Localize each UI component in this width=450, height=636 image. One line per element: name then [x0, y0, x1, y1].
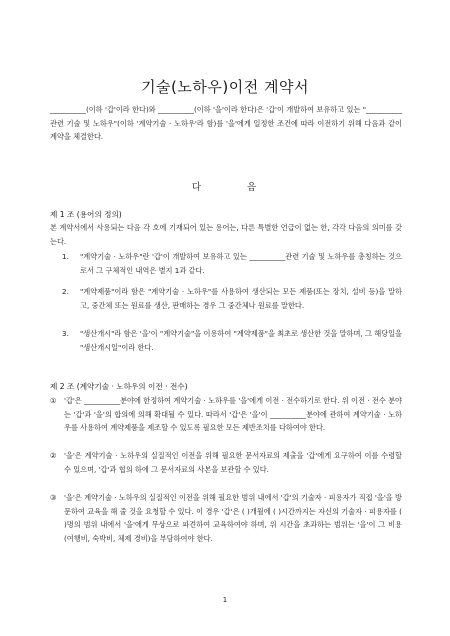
item-number: 3. [62, 329, 69, 338]
section-heading [0, 179, 450, 193]
item-text: "계약기술 · 노하우"란 '갑'이 개발하여 보유하고 있는 __________관련 기술 및 노하우를 총칭하는 것으로서 그 구체적인 내역은 별지 1과 같다. [80, 252, 402, 275]
article-1-title: 제 1 조 (용어의 정의) [50, 210, 122, 219]
article-2-item-1 [50, 394, 402, 435]
heading-right: 음 [247, 182, 259, 193]
heading-left: 다 [191, 182, 203, 193]
item-text: '갑'은 __________분야에 한정하여 계약기술 · 노하우를 '을'에게 이전 · 전수하기로 한다. 위 이전 · 전수 분야는 '갑'과 '을'의 합의에 의해 확대될 수 있다. 따라서 '갑'은 '을'이 __________분야에 관하여 계약기술 · 노하우를 사용하여 계약제품을 제조할 수 있도록 필요한 모든 제반조치를 다하여야 한다. [64, 396, 402, 433]
item-text: '을'은 계약기술 · 노하우의 실질적인 이전을 위해 필요한 범위 내에서 '갑'의 기술자 · 피용자가 직접 '을'을 방문하여 교육을 해 줄 것을 요청할 수 있다. 이 경우 '갑'은 ( )개월에 ( )시간까지는 자신의 기술자 · 피용자를 ( )명의 범위 내에서 '을'에게 무상으로 파견하여 교육하여야 하며, 위 시간을 초과하는 범위는 '을'이 그 비용(여행비, 숙박비, 체제 경비)을 부담하여야 한다. [64, 493, 402, 543]
article-2-item-3 [50, 491, 402, 545]
item-number: ② [50, 451, 57, 460]
article-1-item-3 [62, 327, 402, 354]
item-text: '을'은 계약기술 · 노하우의 실질적인 이전을 위해 필요한 문서자료의 제출을 '갑'에게 요구하여 이를 수령할 수 있으며, '갑'과 협의 하에 그 문서자료의 사본을 보관할 수 있다. [64, 451, 402, 474]
item-number: 1. [62, 252, 69, 261]
article-2-title: 제 2 조 (계약기술 · 노하우의 이전 · 전수) [50, 382, 188, 391]
article-1-item-1 [62, 250, 402, 277]
intro-paragraph: __________(이하 '갑'이라 한다)와 __________(이하 '을'이라 한다)은 '갑'이 개발하여 보유하고 있는 "__________관련 기술 및 노하우"(이하 '계약기술 · 노하우'라 함)를 '을'에게 일정한 조건에 따라 이전하기 위해 다음과 같이 계약을 체결한다. [50, 105, 402, 142]
article-1-item-2 [62, 285, 402, 312]
item-number: ③ [50, 493, 57, 502]
article-2-item-2 [50, 449, 402, 476]
page-number: 1 [222, 596, 228, 604]
document-title: 기술(노하우)이전 계약서 [141, 78, 309, 96]
item-text: "계약제품"이라 함은 "계약기술 · 노하우"를 사용하여 생산되는 모든 제품(또는 장치, 설비 등)을 말하고, 중간체 또는 원료를 생산, 판매하는 경우 그 중간체나 원료를 말한다. [80, 287, 402, 310]
item-number: ① [50, 396, 57, 405]
article-1-lead: 본 계약서에서 사용되는 다음 각 호에 기재되어 있는 용어는, 다른 특별한 언급이 없는 한, 각각 다음의 의미를 갖는다. [50, 223, 402, 246]
item-text: "생산개시"라 함은 '을'이 "계약기술"을 이용하여 "계약제품"을 최초로 생산한 것을 말하며, 그 해당일을 "생산개시일"이라 한다. [80, 329, 402, 352]
item-number: 2. [62, 287, 69, 296]
